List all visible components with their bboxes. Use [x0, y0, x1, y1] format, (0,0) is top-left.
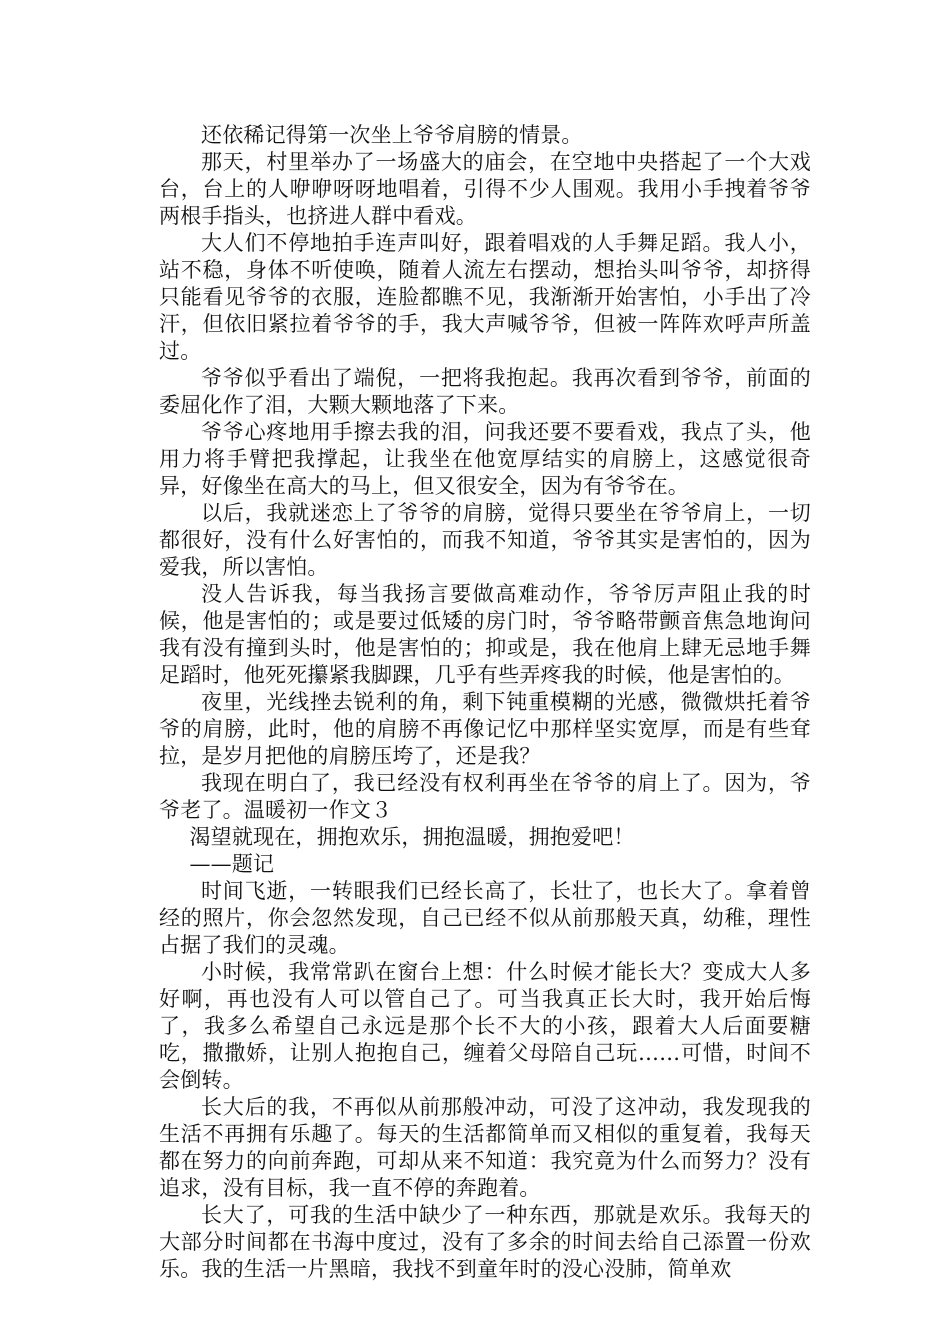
- paragraph-15: 长大了，可我的生活中缺少了一种东西，那就是欢乐。我每天的大部分时间都在书海中度过，没有了多余的时间去给自己添置一份欢乐。我的生活一片黑暗，我找不到童年时的没心没肺，简单欢: [159, 1203, 811, 1281]
- paragraph-5: 爷爷心疼地用手擦去我的泪，问我还要不要看戏，我点了头，他用力将手臂把我撑起，让我坐在他宽厚结实的肩膀上，这感觉很奇异，好像坐在高大的马上，但又很安全，因为有爷爷在。: [159, 420, 811, 498]
- paragraph-8: 夜里，光线挫去锐利的角，剩下钝重模糊的光感，微微烘托着爷爷的肩膀，此时，他的肩膀不再像记忆中那样坚实宽厚，而是有些耷拉，是岁月把他的肩膀压垮了，还是我？: [159, 690, 811, 768]
- paragraph-7: 没人告诉我，每当我扬言要做高难动作，爷爷厉声阻止我的时候，他是害怕的；或是要过低矮的房门时，爷爷略带颤音焦急地询问我有没有撞到头时，他是害怕的；抑或是，我在他肩上肆无忌地手舞足蹈时，他死死攥紧我脚踝，几乎有些弄疼我的时候，他是害怕的。: [159, 582, 811, 687]
- epigraph-attribution: ——题记: [189, 852, 275, 876]
- paragraph-1: 还依稀记得第一次坐上爷爷肩膀的情景。: [201, 123, 583, 147]
- paragraph-6: 以后，我就迷恋上了爷爷的肩膀，觉得只要坐在爷爷肩上，一切都很好，没有什么好害怕的，而我不知道，爷爷其实是害怕的，因为爱我，所以害怕。: [159, 501, 811, 579]
- paragraph-10: 渴望就现在，拥抱欢乐，拥抱温暖，拥抱爱吧！: [189, 825, 635, 849]
- paragraph-3: 大人们不停地拍手连声叫好，跟着唱戏的人手舞足蹈。我人小，站不稳，身体不听使唤，随着人流左右摆动，想抬头叫爷爷，却挤得只能看见爷爷的衣服，连脸都瞧不见，我渐渐开始害怕，小手出了冷汗，但依旧紧拉着爷爷的手，我大声喊爷爷，但被一阵阵欢呼声所盖过。: [159, 231, 811, 363]
- paragraph-9: 我现在明白了，我已经没有权利再坐在爷爷的肩上了。因为，爷爷老了。温暖初一作文３: [159, 771, 811, 822]
- paragraph-14: 长大后的我，不再似从前那般冲动，可没了这冲动，我发现我的生活不再拥有乐趣了。每天的生活都简单而又相似的重复着，我每天都在努力的向前奔跑，可却从来不知道：我究竟为什么而努力？没有追求，没有目标，我一直不停的奔跑着。: [159, 1095, 811, 1200]
- paragraph-12: 时间飞逝，一转眼我们已经长高了，长壮了，也长大了。拿着曾经的照片，你会忽然发现，自己已经不似从前那般天真，幼稚，理性占据了我们的灵魂。: [159, 879, 811, 957]
- paragraph-4: 爷爷似乎看出了端倪，一把将我抱起。我再次看到爷爷，前面的委屈化作了泪，大颗大颗地落了下来。: [159, 366, 811, 417]
- paragraph-2: 那天，村里举办了一场盛大的庙会，在空地中央搭起了一个大戏台，台上的人咿咿呀呀地唱着，引得不少人围观。我用小手拽着爷爷两根手指头，也挤进人群中看戏。: [159, 150, 811, 228]
- document-body: [159, 122, 811, 1283]
- paragraph-13: 小时候，我常常趴在窗台上想：什么时候才能长大？变成大人多好啊，再也没有人可以管自己了。可当我真正长大时，我开始后悔了，我多么希望自己永远是那个长不大的小孩，跟着大人后面要糖吃，撒撒娇，让别人抱抱自己，缠着父母陪自己玩……可惜，时间不会倒转。: [159, 960, 811, 1092]
